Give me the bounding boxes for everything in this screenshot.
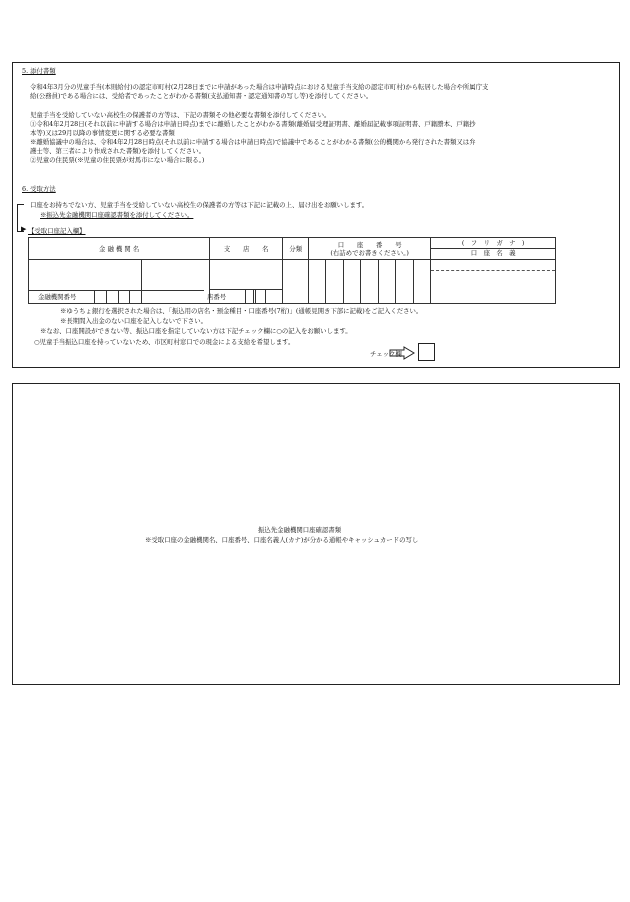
- section5-paragraph1-line1: 令和4年3月分の児童手当(本則給付)の認定市町村(2月28日までに申請があった場合は申請時点における児童手当支給の認定市町村)から転居した場合や所属庁支: [30, 83, 489, 91]
- check-box[interactable]: [418, 343, 435, 361]
- section5-paragraph2-line4: ※離婚協議中の場合は、令和4年2月28日時点(それ以前に申請する場合は申請日時点)で協議中であることがわかる書類(公的機関から発行された書類又は弁: [30, 138, 476, 146]
- account-digit-4[interactable]: [361, 260, 378, 304]
- dormant-account-note: ※長期間入出金のない口座を記入しないで下さい。: [60, 317, 207, 325]
- attachment-note: ※受取口座の金融機関名、口座番号、口座名義人(カナ)が分かる通帳やキャッシュカードの写し: [145, 536, 419, 544]
- account-digit-2[interactable]: [326, 260, 343, 304]
- section6-line1: 口座をお持ちでない方、児童手当を受給していない高校生の保護者の方等は下記に記載の上、届け出をお願いします。: [30, 201, 369, 209]
- branch-code-boxes[interactable]: [245, 290, 275, 304]
- check-label: チェック欄: [370, 350, 402, 358]
- kana-header: ( フ リ ガ ナ ): [431, 239, 555, 249]
- account-type-cell[interactable]: [283, 260, 309, 304]
- bank-name-header: 金 融 機 関 名: [29, 238, 210, 260]
- section5-paragraph2-line1: 児童手当を受給していない高校生の保護者の方等は、下記の書類その他必要な書類を添付してください。: [30, 111, 331, 119]
- account-digit-6[interactable]: [396, 260, 413, 304]
- holder-name-cell[interactable]: [431, 260, 556, 304]
- holder-name-header: 口 座 名 義: [470, 249, 516, 257]
- cash-payment-note: ○児童手当振込口座を持っていないため、市区町村窓口での現金による支給を希望します。: [34, 338, 295, 346]
- right-arrow-icon: [389, 346, 415, 360]
- section6-line2: ※振込先金融機関口座確認書類を添付してください。: [40, 211, 194, 219]
- branch-code-label: 店番号: [207, 293, 227, 301]
- no-account-note: ※なお、口座開設ができない等、振込口座を指定していない方は下記チェック欄に○の記入をお願いします。: [40, 327, 352, 335]
- section5-paragraph2-line6: ②児童の住民票(※児童の住民票が対馬市にない場合に限る。): [30, 156, 205, 164]
- section5-paragraph2-line3: 本等)又は29月以降の事情変更に関する必要な書類: [30, 129, 175, 137]
- account-digit-5[interactable]: [378, 260, 395, 304]
- section6-heading: 6. 受取方法: [22, 185, 56, 193]
- yucho-note: ※ゆうちょ銀行を選択された場合は、「振込用の店名・預金種目・口座番号(7桁)」(通帳見開き下部に記載)をご記入ください。: [60, 307, 423, 315]
- branch-name-header: 支 店 名: [210, 238, 283, 260]
- attachment-title: 振込先金融機関口座確認書類: [258, 526, 342, 534]
- account-digit-1[interactable]: [308, 260, 325, 304]
- section5-heading: 5. 添付書類: [22, 67, 56, 75]
- bank-code-label: 金融機関番号: [38, 293, 77, 301]
- section5-paragraph1-line2: 給(公務員)である場合には、受給者であったことがわかる書類(支払通知書・認定通知書の写し等)を添付してください。: [30, 92, 373, 100]
- account-number-header: [308, 238, 430, 260]
- section5-paragraph2-line5: 護士等、第三者により作成された書類)を添付してください。: [30, 147, 206, 155]
- account-digit-7[interactable]: [413, 260, 430, 304]
- section5-paragraph2-line2: ①令和4年2月28日(それ以前に申請する場合は申請日時点)までに離婚したことがわかる書類(離婚届受理証明書、離婚届記載事項証明書、戸籍謄本、戸籍抄: [30, 120, 476, 128]
- account-type-header: 分類: [283, 238, 309, 260]
- arrow-head-icon: ▶: [21, 225, 27, 233]
- holder-header: [431, 238, 556, 260]
- account-number-note: (右詰めでお書きください。): [330, 248, 409, 257]
- account-number-title: 口 座 番 号: [337, 240, 402, 249]
- account-digit-3[interactable]: [343, 260, 360, 304]
- account-form-label: 【受取口座記入欄】: [28, 227, 86, 235]
- bank-code-boxes[interactable]: [94, 290, 142, 304]
